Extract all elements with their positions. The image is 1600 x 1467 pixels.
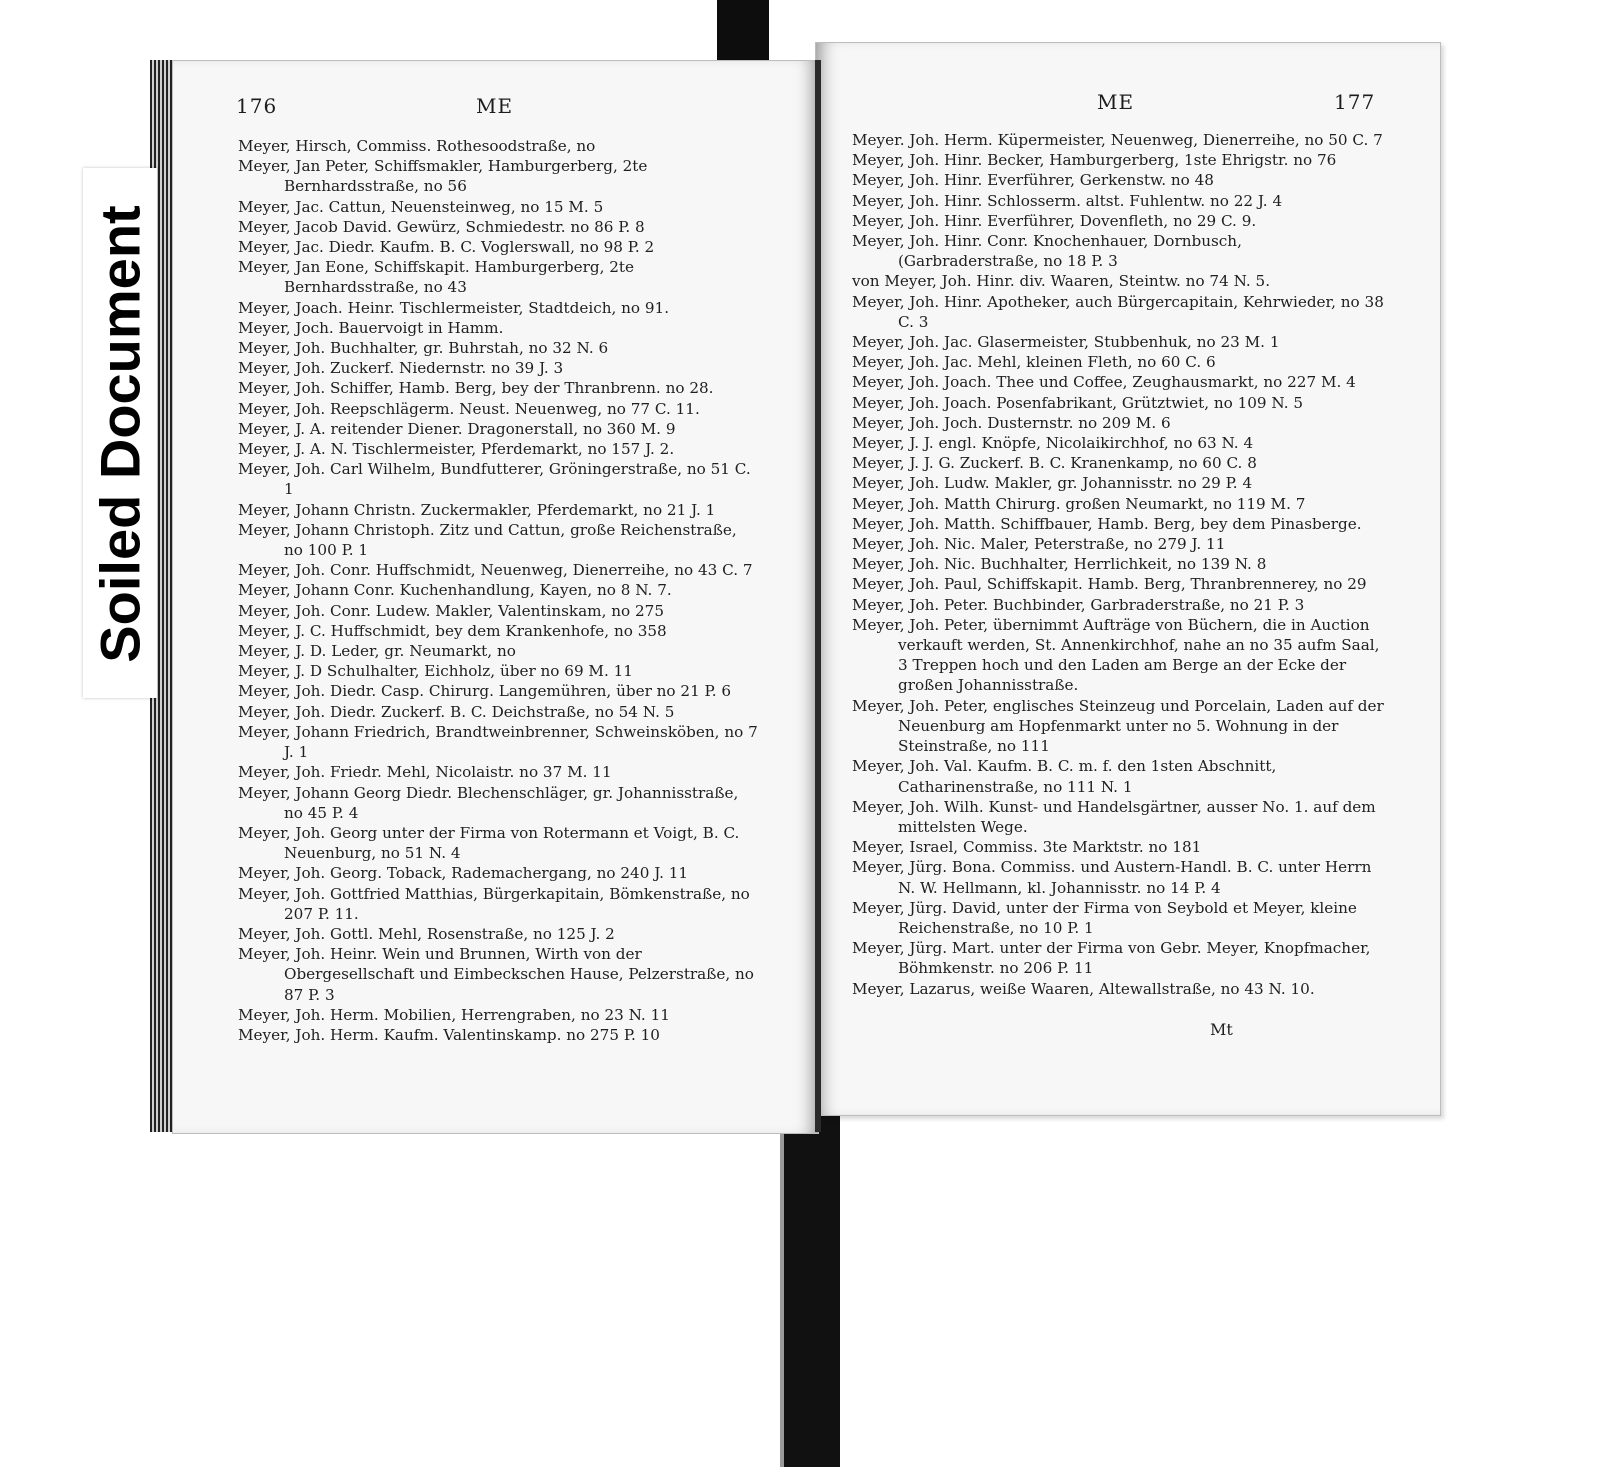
directory-entry: Meyer, Joh. Gottl. Mehl, Rosenstraße, no 125 J. 2 — [238, 924, 615, 943]
directory-entry: Meyer, Joh. Conr. Huffschmidt, Neuenweg, Dienerreihe, no 43 C. 7 — [238, 561, 753, 580]
directory-entry: von Meyer, Joh. Hinr. div. Waaren, Steintw. no 74 N. 5. — [852, 272, 1271, 291]
binding-shadow-bottom — [784, 1112, 840, 1467]
directory-entry: Meyer, Joh. Peter, übernimmt Aufträge von Büchern, die in Auction verkauft werden, St. Annenkirchhof, nahe an no 35 aufm Saal, 3 Treppen hoch und den Laden am Berge an der Ecke der großen Johannisstraße. — [852, 615, 1380, 695]
directory-entry: Meyer, Jac. Cattun, Neuensteinweg, no 15 M. 5 — [238, 197, 604, 216]
directory-entry: Meyer, Joh. Joch. Dusternstr. no 209 M. 6 — [852, 413, 1171, 432]
directory-entry: Meyer, Joh. Schiffer, Hamb. Berg, bey der Thranbrenn. no 28. — [238, 379, 714, 398]
directory-entry: Meyer, Joh. Hinr. Everführer, Gerkenstw. no 48 — [852, 171, 1214, 190]
directory-entry: Meyer, Joh. Diedr. Zuckerf. B. C. Deichstraße, no 54 N. 5 — [238, 702, 675, 721]
catchword: Mt — [1210, 1020, 1233, 1039]
directory-entry: Meyer, Jürg. Mart. unter der Firma von Gebr. Meyer, Knopfmacher, Böhmkenstr. no 206 P. 11 — [852, 939, 1371, 978]
right-page-number: 177 — [1334, 90, 1376, 114]
directory-entry: Meyer, Joh. Joach. Thee und Coffee, Zeughausmarkt, no 227 M. 4 — [852, 373, 1356, 392]
right-page-entries — [852, 130, 1387, 999]
directory-entry: Meyer, Joh. Hinr. Everführer, Dovenfleth, no 29 C. 9. — [852, 211, 1257, 230]
left-page-header: ME — [476, 94, 514, 118]
directory-entry: Meyer, J. J. G. Zuckerf. B. C. Kranenkamp, no 60 C. 8 — [852, 454, 1257, 473]
directory-entry: Meyer, Joh. Diedr. Casp. Chirurg. Langemühren, über no 21 P. 6 — [238, 682, 732, 701]
directory-entry: Meyer, Jacob David. Gewürz, Schmiedestr. no 86 P. 8 — [238, 217, 645, 236]
directory-entry: Meyer, Joach. Heinr. Tischlermeister, Stadtdeich, no 91. — [238, 298, 670, 317]
directory-entry: Meyer, Joh. Matth Chirurg. großen Neumarkt, no 119 M. 7 — [852, 494, 1306, 513]
directory-entry: Meyer, Joh. Nic. Buchhalter, Herrlichkeit, no 139 N. 8 — [852, 555, 1267, 574]
directory-entry: Meyer, J. D. Leder, gr. Neumarkt, no — [238, 642, 516, 661]
directory-entry: Meyer, Joh. Friedr. Mehl, Nicolaistr. no 37 M. 11 — [238, 763, 612, 782]
directory-entry: Meyer, Joh. Hinr. Becker, Hamburgerberg, 1ste Ehrigstr. no 76 — [852, 151, 1337, 170]
book-gutter — [815, 60, 821, 1132]
directory-entry: Meyer, Joch. Bauervoigt in Hamm. — [238, 318, 504, 337]
directory-entry: Meyer, J. A. N. Tischlermeister, Pferdemarkt, no 157 J. 2. — [238, 440, 675, 459]
directory-entry: Meyer, Johann Christoph. Zitz und Cattun, große Reichenstraße, no 100 P. 1 — [238, 520, 737, 560]
directory-entry: Meyer, J. D Schulhalter, Eichholz, über no 69 M. 11 — [238, 662, 633, 681]
directory-entry: Meyer, Joh. Hinr. Conr. Knochenhauer, Dornbusch, (Garbraderstraße, no 18 P. 3 — [852, 232, 1242, 271]
directory-entry: Meyer, Joh. Nic. Maler, Peterstraße, no 279 J. 11 — [852, 535, 1226, 554]
directory-entry: Meyer, Johann Friedrich, Brandtweinbrenner, Schweinsköben, no 7 J. 1 — [238, 722, 758, 762]
right-page-header: ME — [1097, 90, 1135, 114]
directory-entry: Meyer, Hirsch, Commiss. Rothesoodstraße, no — [238, 137, 596, 155]
directory-entry: Meyer, Jürg. David, unter der Firma von Seybold et Meyer, kleine Reichenstraße, no 10 P. 1 — [852, 898, 1357, 937]
directory-entry: Meyer, Joh. Georg unter der Firma von Rotermann et Voigt, B. C. Neuenburg, no 51 N. 4 — [238, 823, 740, 863]
directory-entry: Meyer, Jac. Diedr. Kaufm. B. C. Voglerswall, no 98 P. 2 — [238, 238, 655, 257]
left-page-number: 176 — [236, 94, 278, 118]
directory-entry: Meyer, J. J. engl. Knöpfe, Nicolaikirchhof, no 63 N. 4 — [852, 434, 1254, 453]
directory-entry: Meyer, Joh. Paul, Schiffskapit. Hamb. Berg, Thranbrennerey, no 29 — [852, 575, 1367, 594]
directory-entry: Meyer, Johann Georg Diedr. Blechenschläger, gr. Johannisstraße, no 45 P. 4 — [238, 783, 739, 822]
directory-entry: Meyer, J. A. reitender Diener. Dragonerstall, no 360 M. 9 — [238, 419, 676, 438]
directory-entry: Meyer, Joh. Herm. Kaufm. Valentinskamp. no 275 P. 10 — [238, 1025, 660, 1044]
directory-entry: Meyer, Johann Christn. Zuckermakler, Pferdemarkt, no 21 J. 1 — [238, 500, 716, 519]
directory-entry: Meyer, Jürg. Bona. Commiss. und Austern-Handl. B. C. unter Herrn N. W. Hellmann, kl. Johannisstr. no 14 P. 4 — [852, 858, 1372, 897]
directory-entry: Meyer, Joh. Heinr. Wein und Brunnen, Wirth von der Obergesellschaft und Eimbeckschen Hause, Pelzerstraße, no 87 P. 3 — [238, 945, 754, 1004]
directory-entry: Meyer, Joh. Herm. Mobilien, Herrengraben, no 23 N. 11 — [238, 1005, 670, 1024]
directory-entry: Meyer, Joh. Reepschlägerm. Neust. Neuenweg, no 77 C. 11. — [238, 399, 700, 418]
directory-entry: Meyer, Israel, Commiss. 3te Marktstr. no 181 — [852, 838, 1202, 857]
directory-entry: Meyer, Joh. Jac. Mehl, kleinen Fleth, no 60 C. 6 — [852, 353, 1216, 372]
directory-entry: Meyer, Joh. Matth. Schiffbauer, Hamb. Berg, bey dem Pinasberge. — [852, 514, 1362, 533]
directory-entry: Meyer, Joh. Val. Kaufm. B. C. m. f. den 1sten Abschnitt, Catharinenstraße, no 111 N. 1 — [852, 757, 1277, 796]
directory-entry: Meyer, Joh. Conr. Ludew. Makler, Valentinskam, no 275 — [238, 601, 664, 620]
soiled-document-label: Soiled Document — [88, 205, 152, 663]
directory-entry: Meyer, Joh. Wilh. Kunst- und Handelsgärtner, ausser No. 1. auf dem mittelsten Wege. — [852, 797, 1376, 836]
directory-entry: Meyer, Joh. Gottfried Matthias, Bürgerkapitain, Bömkenstraße, no 207 P. 11. — [238, 884, 750, 923]
directory-entry: Meyer, Joh. Georg. Toback, Rademachergang, no 240 J. 11 — [238, 864, 689, 883]
directory-entry: Meyer, Joh. Peter. Buchbinder, Garbraderstraße, no 21 P. 3 — [852, 595, 1305, 614]
directory-entry: Meyer, Joh. Buchhalter, gr. Buhrstah, no 32 N. 6 — [238, 339, 609, 358]
directory-entry: Meyer, Joh. Carl Wilhelm, Bundfutterer, Gröningerstraße, no 51 C. 1 — [238, 460, 751, 499]
directory-entry: Meyer, J. C. Huffschmidt, bey dem Krankenhofe, no 358 — [238, 621, 667, 640]
directory-entry: Meyer, Joh. Hinr. Apotheker, auch Bürgercapitain, Kehrwieder, no 38 C. 3 — [852, 292, 1384, 331]
directory-entry: Meyer, Jan Eone, Schiffskapit. Hamburgerberg, 2te Bernhardsstraße, no 43 — [238, 258, 635, 297]
directory-entry: Meyer, Lazarus, weiße Waaren, Altewallstraße, no 43 N. 10. — [852, 979, 1315, 998]
directory-entry: Meyer, Joh. Ludw. Makler, gr. Johannisstr. no 29 P. 4 — [852, 474, 1253, 493]
directory-entry: Meyer, Joh. Peter, englisches Steinzeug und Porcelain, Laden auf der Neuenburg am Hopfenmarkt unter no 5. Wohnung in der Steinstraße, no 111 — [852, 696, 1384, 756]
directory-entry: Meyer. Joh. Herm. Küpermeister, Neuenweg, Dienerreihe, no 50 C. 7 — [852, 131, 1383, 149]
directory-entry: Meyer, Joh. Hinr. Schlosserm. altst. Fuhlentw. no 22 J. 4 — [852, 191, 1283, 210]
directory-entry: Meyer, Joh. Joach. Posenfabrikant, Grütztwiet, no 109 N. 5 — [852, 393, 1304, 412]
directory-entry: Meyer, Joh. Jac. Glasermeister, Stubbenhuk, no 23 M. 1 — [852, 333, 1280, 352]
left-page-entries — [238, 136, 758, 1045]
directory-entry: Meyer, Joh. Zuckerf. Niedernstr. no 39 J. 3 — [238, 359, 564, 378]
directory-entry: Meyer, Jan Peter, Schiffsmakler, Hamburgerberg, 2te Bernhardsstraße, no 56 — [238, 157, 648, 196]
directory-entry: Meyer, Johann Conr. Kuchenhandlung, Kayen, no 8 N. 7. — [238, 581, 672, 600]
